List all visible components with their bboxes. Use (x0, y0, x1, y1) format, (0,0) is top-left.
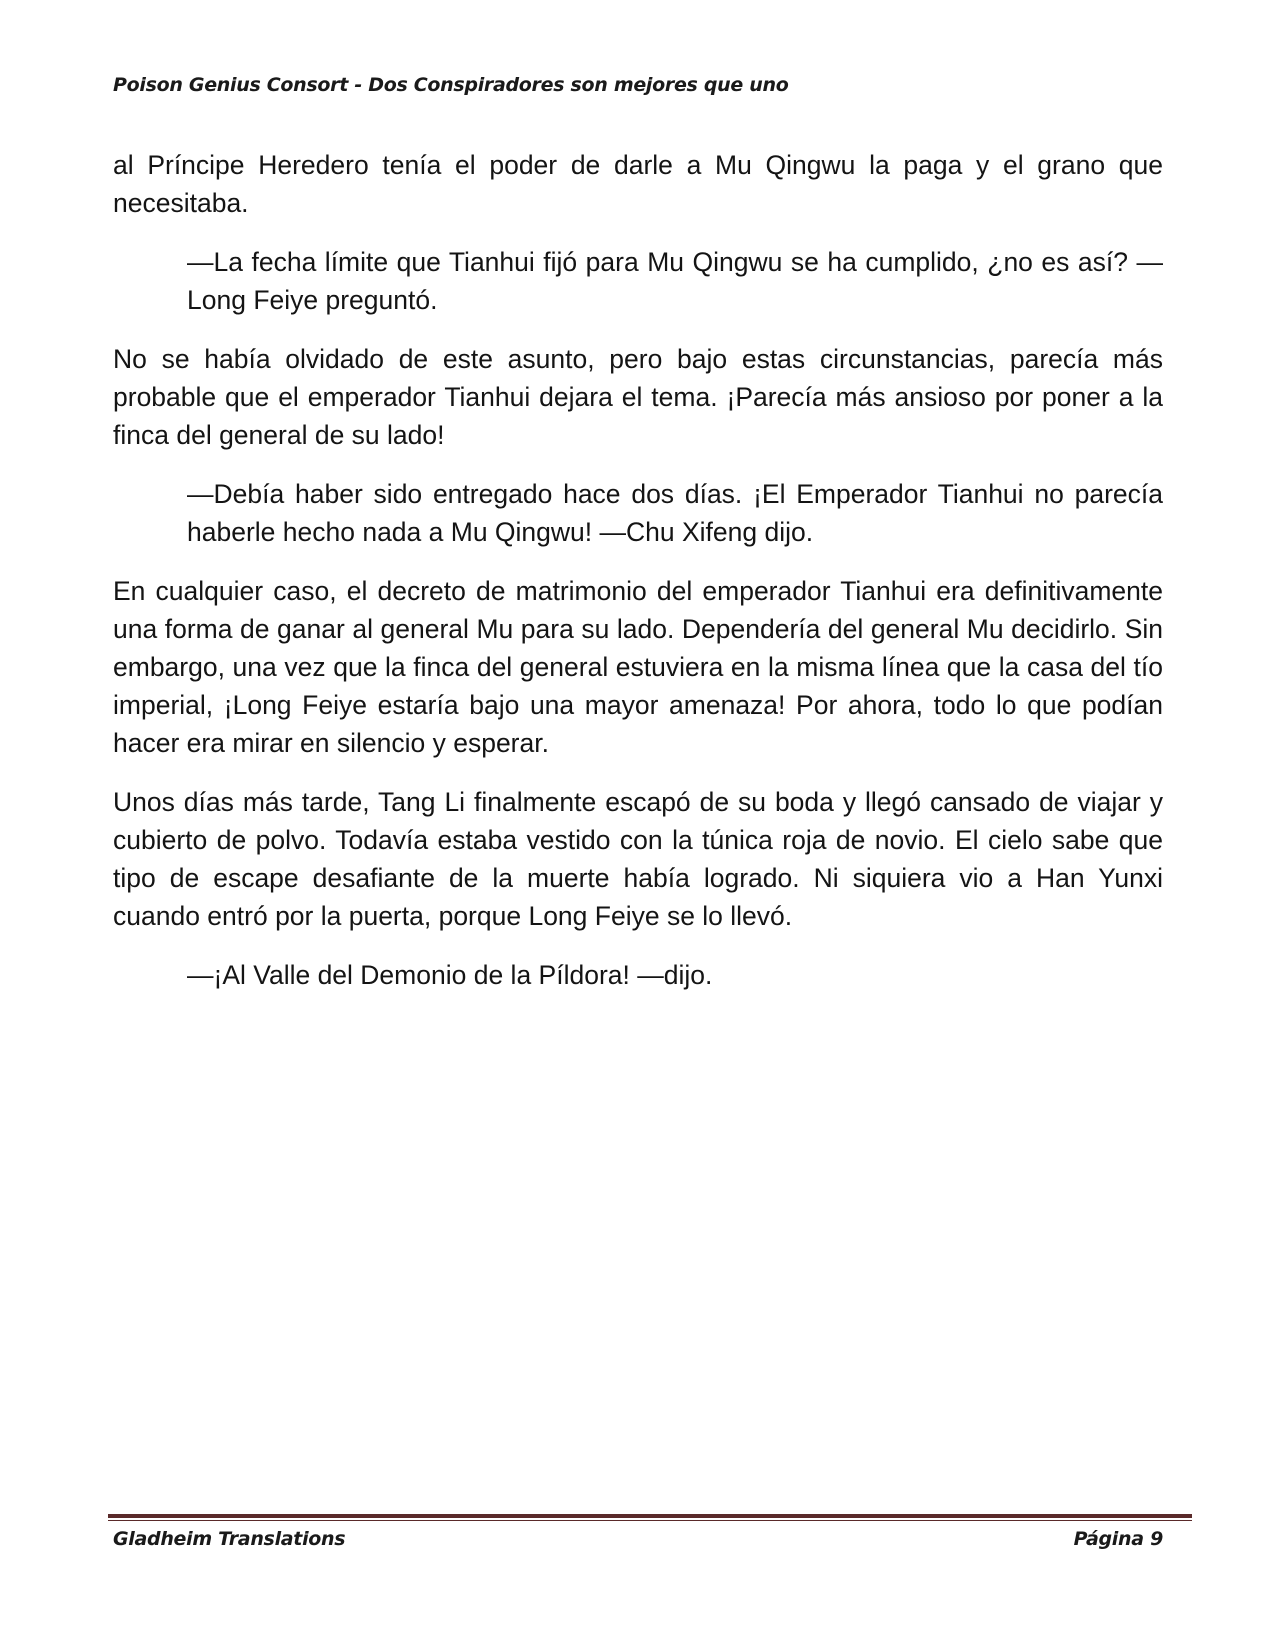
footer-divider (108, 1514, 1192, 1521)
dialogue-paragraph: —¡Al Valle del Demonio de la Píldora! —dijo. (187, 960, 713, 990)
document-body (113, 146, 1163, 1015)
paragraph: al Príncipe Heredero tenía el poder de darle a Mu Qingwu la paga y el grano que necesitaba. (113, 150, 1163, 218)
paragraph: No se había olvidado de este asunto, pero bajo estas circunstancias, parecía más probable que el emperador Tianhui dejara el tema. ¡Parecía más ansioso por poner a la finca del general de su lado! (113, 344, 1163, 450)
footer-divider-thin (108, 1520, 1192, 1521)
footer-divider-thick (108, 1514, 1192, 1518)
dialogue-paragraph: —Debía haber sido entregado hace dos días. ¡El Emperador Tianhui no parecía haberle hecho nada a Mu Qingwu! —Chu Xifeng dijo. (187, 479, 1163, 547)
paragraph: Unos días más tarde, Tang Li finalmente escapó de su boda y llegó cansado de viajar y cubierto de polvo. Todavía estaba vestido con la túnica roja de novio. El cielo sabe que tipo de escape desafiante de la muerte había logrado. Ni siquiera vio a Han Yunxi cuando entró por la puerta, porque Long Feiye se lo llevó. (113, 787, 1163, 931)
paragraph: En cualquier caso, el decreto de matrimonio del emperador Tianhui era definitivamente una forma de ganar al general Mu para su lado. Dependería del general Mu decidirlo. Sin embargo, una vez que la finca del general estuviera en la misma línea que la casa del tío imperial, ¡Long Feiye estaría bajo una mayor amenaza! Por ahora, todo lo que podían hacer era mirar en silencio y esperar. (113, 576, 1163, 758)
dialogue-paragraph: —La fecha límite que Tianhui fijó para Mu Qingwu se ha cumplido, ¿no es así? —Long Feiye preguntó. (187, 247, 1163, 315)
footer-publisher: Gladheim Translations (113, 1528, 346, 1550)
footer-page-number: Página 9 (1073, 1528, 1163, 1550)
page-header-title: Poison Genius Consort - Dos Conspiradores son mejores que uno (113, 74, 789, 96)
